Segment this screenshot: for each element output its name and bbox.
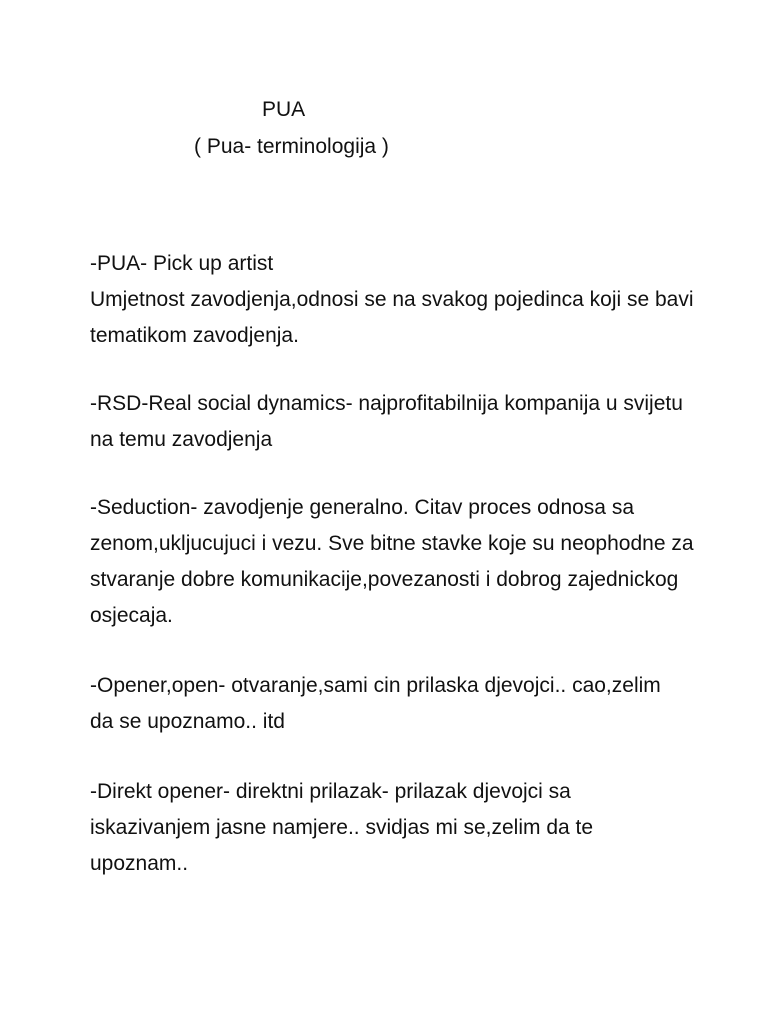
- paragraph-rsd: -RSD-Real social dynamics- najprofitabilnija kompanija u svijetu na temu zavodjenja: [90, 392, 683, 451]
- paragraph-opener: -Opener,open- otvaranje,sami cin prilaska djevojci.. cao,zelim da se upoznamo.. itd: [90, 674, 661, 733]
- document-subtitle: ( Pua- terminologija ): [194, 135, 389, 158]
- document-title: PUA: [262, 98, 306, 121]
- paragraph-seduction: -Seduction- zavodjenje generalno. Citav proces odnosa sa zenom,ukljucujuci i vezu. Sve bitne stavke koje su neophodne za stvaranje dobre komunikacije,povezanosti i dobrog zajednickog osjecaja.: [90, 496, 694, 627]
- paragraph-direkt-opener: -Direkt opener- direktni prilazak- prilazak djevojci sa iskazivanjem jasne namjere.. svidjas mi se,zelim da te upoznam..: [90, 780, 594, 875]
- paragraph-pua: -PUA- Pick up artist Umjetnost zavodjenja,odnosi se na svakog pojedinca koji se bavi tematikom zavodjenja.: [90, 252, 694, 347]
